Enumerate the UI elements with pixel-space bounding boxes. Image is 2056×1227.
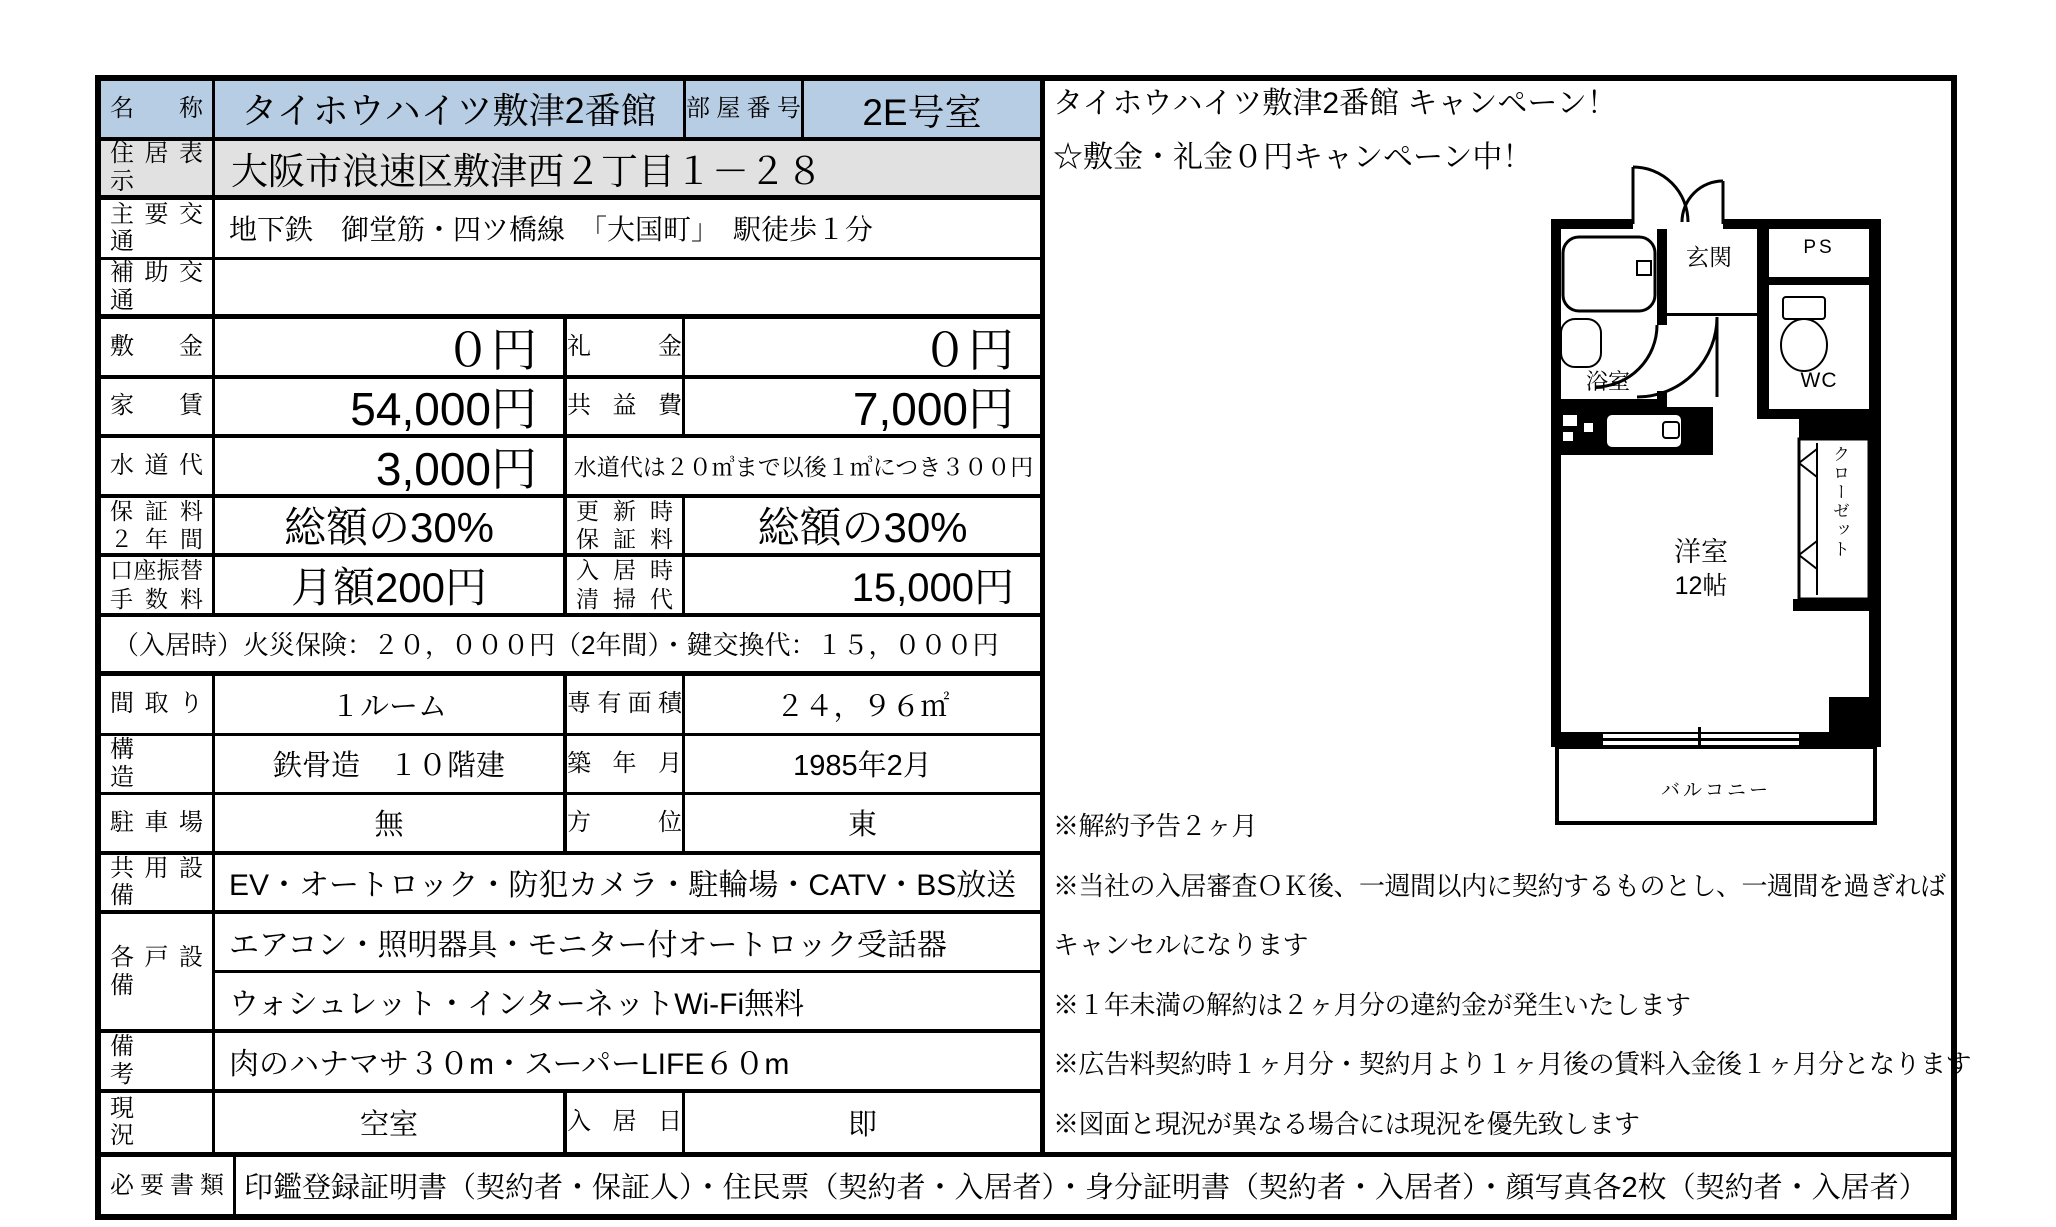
structure-value-cell bbox=[215, 736, 567, 793]
area-value: ２４，９６㎡ bbox=[775, 690, 950, 723]
layout-value: １ルーム bbox=[330, 690, 447, 723]
direction-label-cell bbox=[567, 795, 685, 851]
kitchen-counter bbox=[1551, 407, 1713, 455]
table-row-rent bbox=[101, 379, 1040, 439]
cleaning-fee-value-cell bbox=[685, 557, 1040, 613]
campaign-title: タイホウハイツ敷津2番館 キャンペーン！ bbox=[1053, 87, 1617, 120]
entrance-step-line bbox=[1667, 313, 1757, 316]
guarantee-label-line1: 保 証 料 bbox=[110, 497, 203, 524]
move-in-date-value-cell bbox=[685, 1093, 1040, 1153]
unit-facilities-value-1: エアコン・照明器具・モニター付オートロック受話器 bbox=[229, 929, 947, 962]
status-value: 空室 bbox=[359, 1108, 418, 1141]
balcony-label: バルコニー bbox=[1660, 780, 1771, 801]
water-label-cell bbox=[101, 438, 215, 494]
table-row-status bbox=[101, 1093, 1040, 1153]
room-number-value-cell bbox=[804, 81, 1040, 137]
property-sheet bbox=[95, 75, 1972, 1220]
transfer-fee-label-line1: 口座振替 bbox=[110, 557, 203, 583]
structure-label: 構 造 bbox=[110, 736, 182, 791]
name-label: 名 称 bbox=[110, 94, 203, 122]
table-row-structure bbox=[101, 736, 1040, 796]
sub-transport-value-cell bbox=[215, 260, 1040, 315]
entrance-door-arcs bbox=[1633, 167, 1723, 224]
parking-value-cell bbox=[215, 795, 567, 851]
common-fee-value-cell bbox=[685, 379, 1040, 435]
transfer-fee-value-cell bbox=[215, 557, 567, 613]
right-panel bbox=[1045, 81, 1972, 1152]
common-fee-label-cell bbox=[567, 379, 685, 435]
room-number-label: 部屋番号 bbox=[686, 94, 801, 122]
note-screening-2: キャンセルになります bbox=[1053, 930, 1309, 960]
table-row-sub-transport bbox=[101, 260, 1040, 320]
table-row-main-transport bbox=[101, 200, 1040, 260]
parking-label: 駐 車 場 bbox=[110, 808, 203, 836]
table-row-water bbox=[101, 438, 1040, 498]
note-drawing-priority: ※図面と現況が異なる場合には現況を優先致します bbox=[1053, 1109, 1640, 1139]
rent-label-cell bbox=[101, 379, 215, 435]
water-label: 水 道 代 bbox=[110, 451, 203, 479]
table-row-address bbox=[101, 141, 1040, 201]
direction-value: 東 bbox=[847, 809, 877, 842]
bathroom-label: 浴室 bbox=[1585, 369, 1630, 394]
table-row-unit-facilities bbox=[101, 914, 1040, 1033]
main-transport-label: 主要交通 bbox=[110, 200, 203, 256]
note-screening-1: ※当社の入居審査ＯＫ後、一週間以内に契約するものとし、一週間を過ぎれば bbox=[1053, 871, 1946, 901]
unit-facilities-value-2: ウォシュレット・インターネットWi-Fi無料 bbox=[229, 988, 805, 1021]
entrance-label: 玄関 bbox=[1686, 244, 1732, 270]
unit-facilities-label: 各戸設備 bbox=[110, 943, 203, 999]
rent-value-cell bbox=[215, 379, 567, 435]
room-size: 12帖 bbox=[1674, 572, 1728, 600]
guarantee-label-cell bbox=[101, 498, 215, 554]
note-cancellation-notice: ※解約予告２ヶ月 bbox=[1053, 811, 1258, 841]
layout-value-cell bbox=[215, 676, 567, 733]
layout-label-cell bbox=[101, 676, 215, 733]
shared-facilities-label-cell bbox=[101, 855, 215, 911]
deposit-label-cell bbox=[101, 319, 215, 375]
cleaning-fee-label-cell bbox=[567, 557, 685, 613]
remarks-value-cell bbox=[215, 1033, 1040, 1089]
documents-value: 印鑑登録証明書（契約者・保証人）・住民票（契約者・入居者）・身分証明書（契約者・入居者）・顔写真各2枚（契約者・入居者） bbox=[244, 1172, 1928, 1204]
cleaning-fee-label-line2: 清 掃 代 bbox=[576, 585, 673, 612]
main-transport-label-cell bbox=[101, 200, 215, 257]
water-value-cell bbox=[215, 438, 567, 494]
rent-value: 54,000円 bbox=[350, 383, 537, 434]
renewal-guarantee-label-line2: 保 証 料 bbox=[576, 526, 673, 553]
move-in-date-label: 入 居 日 bbox=[567, 1108, 682, 1136]
transfer-fee-value: 月額200円 bbox=[290, 563, 488, 611]
floor-plan bbox=[1551, 147, 1881, 867]
status-label: 現 況 bbox=[110, 1094, 182, 1150]
cleaning-fee-label-line1: 入 居 時 bbox=[576, 557, 673, 583]
wc-label: WC bbox=[1800, 369, 1838, 392]
water-value: 3,000円 bbox=[375, 442, 537, 494]
bathtub-icon bbox=[1561, 237, 1655, 367]
built-value: 1985年2月 bbox=[793, 750, 932, 783]
structure-value: 鉄骨造 １０階建 bbox=[272, 750, 505, 783]
main-transport-value: 地下鉄 御堂筋・四ツ橋線 「大国町」 駅徒歩１分 bbox=[229, 214, 874, 246]
direction-value-cell bbox=[685, 795, 1040, 851]
direction-label: 方 位 bbox=[567, 808, 682, 836]
address-label: 住居表示 bbox=[110, 140, 203, 195]
room-name: 洋室 bbox=[1674, 537, 1728, 567]
table-row-name bbox=[101, 81, 1040, 141]
built-label: 築 年 月 bbox=[567, 749, 682, 777]
key-money-label-cell bbox=[567, 319, 685, 375]
address-value: 大阪市浪速区敷津西２丁目１－２８ bbox=[231, 150, 823, 192]
table-row-move-in-note bbox=[101, 617, 1040, 677]
sub-transport-label-cell bbox=[101, 260, 215, 315]
built-value-cell bbox=[685, 736, 1040, 793]
table-row-layout bbox=[101, 676, 1040, 736]
room-number-label-cell bbox=[686, 81, 804, 137]
parking-label-cell bbox=[101, 795, 215, 851]
deposit-value: ０円 bbox=[445, 323, 537, 375]
guarantee-value-cell bbox=[215, 498, 567, 554]
note-ad-fee: ※広告料契約時１ヶ月分・契約月より１ヶ月後の賃料入金後１ヶ月分となります bbox=[1053, 1049, 1972, 1079]
guarantee-value: 総額の30% bbox=[283, 504, 495, 552]
renewal-guarantee-label-cell bbox=[567, 498, 685, 554]
water-note: 水道代は２０㎥まで以後１㎥につき３００円 bbox=[573, 454, 1034, 481]
name-value-cell bbox=[215, 81, 686, 137]
toilet-icon bbox=[1781, 297, 1827, 371]
built-label-cell bbox=[567, 736, 685, 793]
documents-label-cell bbox=[101, 1157, 236, 1214]
table-row-transfer-fee bbox=[101, 557, 1040, 617]
key-money-label: 礼 金 bbox=[567, 332, 682, 360]
shared-facilities-label: 共用設備 bbox=[110, 854, 203, 910]
table-row-guarantee bbox=[101, 498, 1040, 558]
closet-label: クローゼット bbox=[1830, 445, 1849, 559]
area-value-cell bbox=[685, 676, 1040, 733]
water-note-cell bbox=[567, 438, 1040, 494]
common-fee-label: 共 益 費 bbox=[567, 392, 682, 420]
status-value-cell bbox=[215, 1093, 567, 1153]
move-in-note-cell bbox=[101, 617, 1040, 672]
documents-value-cell bbox=[236, 1157, 1951, 1214]
shared-facilities-value: EV・オートロック・防犯カメラ・駐輪場・CATV・BS放送 bbox=[229, 869, 1017, 903]
common-fee-value: 7,000円 bbox=[852, 383, 1014, 434]
status-label-cell bbox=[101, 1093, 215, 1153]
table-row-shared-facilities bbox=[101, 855, 1040, 915]
address-label-cell bbox=[101, 141, 215, 196]
unit-facilities-row-2 bbox=[215, 973, 1040, 1029]
move-in-date-value: 即 bbox=[847, 1108, 877, 1141]
move-in-note: （入居時）火災保険：２０，０００円（2年間）・鍵交換代：１５，０００円 bbox=[113, 630, 999, 661]
remarks-value: 肉のハナマサ３０m・スーパーLIFE６０m bbox=[229, 1047, 790, 1081]
building-name: タイホウハイツ敷津2番館 bbox=[241, 90, 657, 132]
room-label bbox=[1591, 535, 1811, 603]
unit-facilities-row-1 bbox=[215, 914, 1040, 973]
deposit-value-cell bbox=[215, 319, 567, 375]
remarks-label-cell bbox=[101, 1033, 215, 1089]
key-money-value-cell bbox=[685, 319, 1040, 375]
property-table bbox=[101, 81, 1045, 1152]
structure-label-cell bbox=[101, 736, 215, 793]
table-row-deposit bbox=[101, 319, 1040, 379]
required-documents-row bbox=[101, 1152, 1951, 1214]
shared-facilities-value-cell bbox=[215, 855, 1040, 911]
renewal-guarantee-value: 総額の30% bbox=[757, 504, 968, 552]
renewal-guarantee-label-line1: 更 新 時 bbox=[576, 497, 673, 524]
note-penalty: ※１年未満の解約は２ヶ月分の違約金が発生いたします bbox=[1053, 990, 1691, 1020]
name-label-cell bbox=[101, 81, 215, 137]
guarantee-label-line2: ２ 年 間 bbox=[110, 526, 203, 553]
key-money-value: ０円 bbox=[922, 323, 1014, 375]
table-row-parking bbox=[101, 795, 1040, 855]
documents-label: 必要書類 bbox=[110, 1171, 224, 1199]
unit-facilities-values bbox=[215, 914, 1040, 1029]
campaign-subtitle: ☆敷金・礼金０円キャンペーン中！ bbox=[1053, 141, 1533, 174]
move-in-date-label-cell bbox=[567, 1093, 685, 1153]
area-label: 専有面積 bbox=[567, 690, 682, 718]
rent-label: 家 賃 bbox=[110, 392, 203, 420]
layout-label: 間 取 り bbox=[110, 690, 203, 718]
renewal-guarantee-value-cell bbox=[685, 498, 1040, 554]
table-row-remarks bbox=[101, 1033, 1040, 1093]
transfer-fee-label-cell bbox=[101, 557, 215, 613]
transfer-fee-label-line2: 手 数 料 bbox=[110, 585, 203, 612]
area-label-cell bbox=[567, 676, 685, 733]
deposit-label: 敷 金 bbox=[110, 332, 203, 360]
main-transport-value-cell bbox=[215, 200, 1040, 257]
remarks-label: 備 考 bbox=[110, 1033, 182, 1088]
cleaning-fee-value: 15,000円 bbox=[851, 566, 1014, 611]
pipe-space-label: PS bbox=[1803, 237, 1835, 258]
room-number: 2E号室 bbox=[862, 91, 982, 133]
address-value-cell bbox=[215, 141, 1040, 196]
unit-facilities-label-cell bbox=[101, 914, 215, 1029]
sub-transport-label: 補助交通 bbox=[110, 259, 203, 314]
parking-value: 無 bbox=[374, 809, 404, 842]
